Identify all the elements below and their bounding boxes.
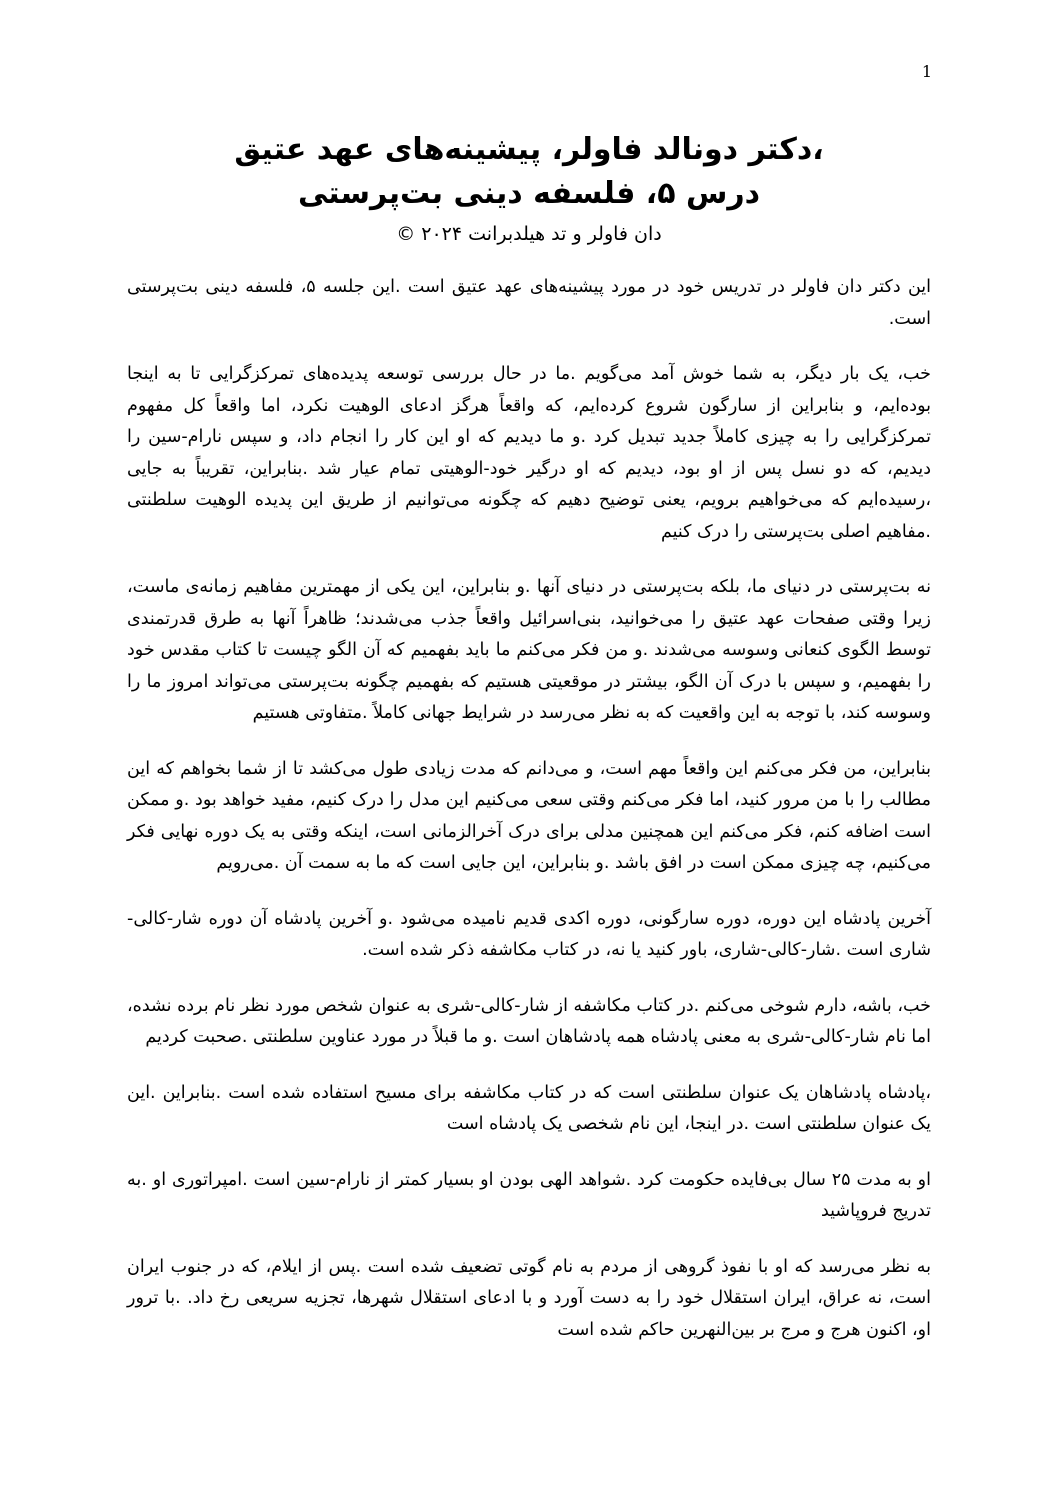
paragraph: او به مدت ۲۵ سال بی‌فایده حکومت کرد .شواهد الهی بودن او بسیار کمتر از نارام-سین است .امپراتوری او .به تدریج فروپاشید (127, 1169, 931, 1221)
paragraph: خب، یک بار دیگر، به شما خوش آمد می‌گویم .ما در حال بررسی توسعه پدیده‌های تمرکزگرایی تا به اینجا بوده‌ایم، و بنابراین از سارگون شروع کرده‌ایم، که واقعاً هرگز ادعای الوهیت نکرد، اما واقعاً کل مفهوم تمرکزگرایی را به چیزی کاملاً جدید تبدیل کرد .و ما دیدیم که او این کار را انجام داد، و سپس نارام-سین را دیدیم، که دو نسل پس از او بود، دیدیم که او درگیر خود-الوهیتی تمام عیار شد .بنابراین، تقریباً به جایی ،رسیده‌ایم که می‌خواهیم برویم، یعنی توضیح دهیم که چگونه می‌توانیم از طریق این پدیده الوهیت سلطنتی .مفاهیم اصلی بت‌پرستی را درک کنیم (127, 364, 931, 542)
paragraph: نه بت‌پرستی در دنیای ما، بلکه بت‌پرستی در دنیای آنها .و بنابراین، این یکی از مهمترین مفاهیم زمانه‌ی ماست، زیرا وقتی صفحات عهد عتیق را می‌خوانید، بنی‌اسرائیل واقعاً جذب می‌شدند؛ ظاهراً آنها به طرق قدرتمندی توسط الگوی کنعانی وسوسه می‌شدند .و من فکر می‌کنم ما باید بفهمیم که آن الگو چیست تا کتاب مقدس خود را بفهمیم، و سپس با درک آن الگو، بیشتر در موقعیتی هستیم که بفهمیم چگونه بت‌پرستی می‌تواند امروز ما را وسوسه کند، با توجه به این واقعیت که به نظر می‌رسد در شرایط جهانی کاملاً .متفاوتی هستیم (127, 577, 931, 723)
author-copyright: دان فاولر و تد هیلدبرانت ۲۰۲۴ © (396, 223, 662, 245)
lesson-title: درس ۵، فلسفه دینی بت‌پرستی (297, 176, 761, 211)
page-number: 1 (921, 62, 932, 81)
title-block (127, 128, 931, 250)
paragraph: آخرین پادشاه این دوره، دوره سارگونی، دوره اکدی قدیم نامیده می‌شود .و آخرین پادشاه آن دوره شار-کالی-شاری است .شار-کالی-شاری، باور کنید یا نه، در کتاب مکاشفه ذکر شده است. (127, 908, 931, 960)
paragraph: به نظر می‌رسد که او با نفوذ گروهی از مردم به نام گوتی تضعیف شده است .پس از ایلام، که در جنوب ایران است، نه عراق، ایران استقلال خود را به دست آورد و با ادعای استقلال شهرها، تجزیه سریعی رخ داد. .با ترور او، اکنون هرج و مرج بر بین‌النهرین حاکم شده است (127, 1256, 931, 1340)
paragraph: بنابراین، من فکر می‌کنم این واقعاً مهم است، و می‌دانم که مدت زیادی طول می‌کشد تا از شما بخواهم که این مطالب را با من مرور کنید، اما فکر می‌کنم وقتی سعی می‌کنیم این مدل را درک کنیم، مفید خواهد بود .و ممکن است اضافه کنم، فکر می‌کنم این همچنین مدلی برای درک آخرالزمانی است، اینکه وقتی به یک دوره نهایی فکر می‌کنیم، چه چیزی ممکن است در افق باشد .و بنابراین، این جایی است که ما به سمت آن .می‌رویم (127, 758, 931, 873)
paragraph: این دکتر دان فاولر در تدریس خود در مورد پیشینه‌های عهد عتیق است .این جلسه ۵، فلسفه دینی بت‌پرستی است. (127, 277, 932, 329)
paragraph: ،پادشاه پادشاهان یک عنوان سلطنتی است که در کتاب مکاشفه برای مسیح استفاده شده است .بنابراین .این یک عنوان سلطنتی است .در اینجا، این نام شخصی یک پادشاه است (127, 1082, 931, 1134)
paragraph: خب، باشه، دارم شوخی می‌کنم .در کتاب مکاشفه از شار-کالی-شری به عنوان شخص مورد نظر نام برده نشده، اما نام شار-کالی-شری به معنی پادشاه همه پادشاهان است .و ما قبلاً در مورد عناوین سلطنتی .صحبت کردیم (127, 995, 931, 1047)
transcript-body (127, 272, 931, 1370)
document-title: ،دکتر دونالد فاولر، پیشینه‌های عهد عتیق (234, 132, 824, 167)
